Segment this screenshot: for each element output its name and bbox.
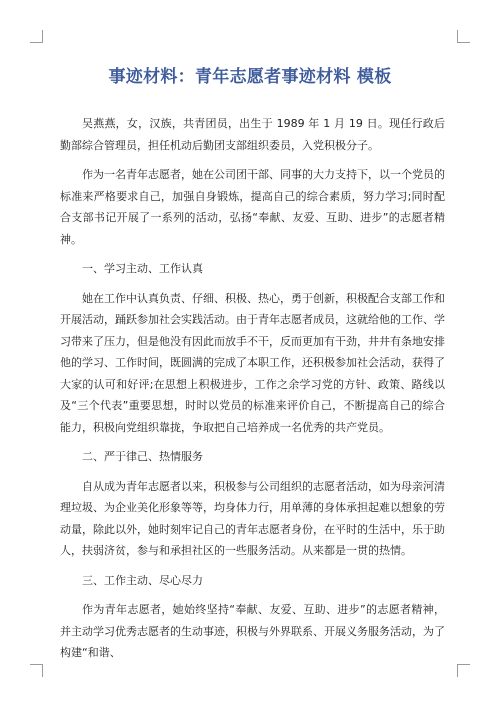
section-heading-study-work: 一、学习主动、工作认真 xyxy=(82,262,203,275)
section-heading-discipline-service: 二、严于律己、热情服务 xyxy=(82,450,203,463)
paragraph-initiative: 作为青年志愿者，她始终坚持“奉献、友爱、互助、进步”的志愿者精神，并主动学习优秀志愿者的生动事迹，积极与外界联系、开展义务服务活动，为了构建“和谐、 xyxy=(60,603,445,659)
corner-mark-bottom-right xyxy=(457,664,470,677)
section-heading-initiative: 三、工作主动、尽心尽力 xyxy=(82,573,203,587)
corner-mark-top-right xyxy=(457,30,470,43)
paragraph-discipline-service: 自从成为青年志愿者以来，积极参与公司组织的志愿者活动，如为母亲河清理垃圾、为企业美化形象等等，均身体力行，用单薄的身体承担起难以想象的劳动量，除此以外，她时刻牢记自己的青年志愿者身份，在平时的生活中，乐于助人，扶弱济贫，参与和承担社区的一些服务活动。从来都是一贯的热情。 xyxy=(60,479,445,557)
paragraph-intro: 吴燕燕，女，汉族，共青团员，出生于 1989 年 1 月 19 日。现任行政后勤部综合管理员，担任机动后勤团支部组织委员，入党积极分子。 xyxy=(60,117,445,152)
corner-mark-top-left xyxy=(30,30,43,43)
corner-mark-bottom-left xyxy=(30,664,43,677)
document-title: 事迹材料：青年志愿者事迹材料 模板 xyxy=(108,67,392,87)
paragraph-volunteer-role: 作为一名青年志愿者，她在公司团干部、同事的大力支持下，以一个党员的标准来严格要求自己，加强自身锻炼，提高自己的综合素质，努力学习;同时配合支部书记开展了一系列的活动，弘扬“奉献、友爱、互助、进步”的志愿者精神。 xyxy=(60,168,445,246)
paragraph-study-work: 她在工作中认真负责、仔细、积极、热心，勇于创新，积极配合支部工作和开展活动，踊跃参加社会实践活动。由于青年志愿者成员，这就给他的工作、学习带来了压力，但是他没有因此而放手不干，反而更加有干劲，井井有条地安排他的学习、工作时间，既圆满的完成了本职工作，还积极参加社会活动，获得了大家的认可和好评;在思想上积极进步，工作之余学习党的方针、政策、路线以及“三个代表”重要思想，时时以党员的标准来评价自己，不断提高自己的综合能力，积极向党组织靠拢，争取把自己培养成一名优秀的共产党员。 xyxy=(60,291,445,434)
document-body xyxy=(60,113,445,672)
